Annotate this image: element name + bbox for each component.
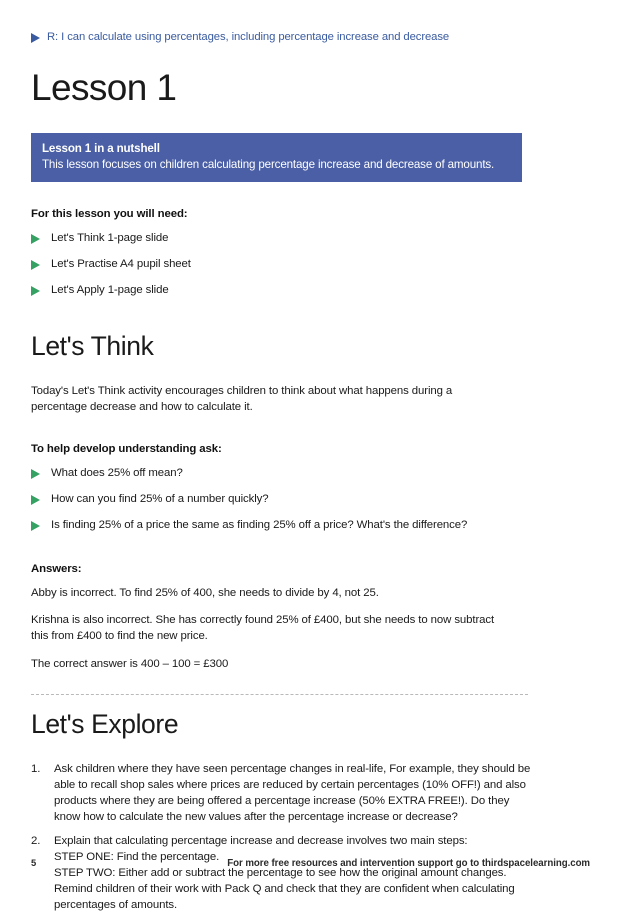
triangle-right-icon — [31, 234, 40, 244]
triangle-right-icon — [31, 260, 40, 270]
learning-objective — [31, 0, 590, 44]
needs-item-label: Let's Practise A4 pupil sheet — [51, 258, 191, 271]
list-item-line: Explain that calculating percentage increase and decrease involves two main steps: — [54, 834, 468, 847]
list-item-line: Ask children where they have seen percentage changes in real-life, For example, they should be able to recall shop sales where prices are reduced by certain percentages (10% OFF!) and also products where they are being offered a percentage increase (50% EXTRA FREE!). Do they know how to calculate the new values after the percentage increase or decrease? — [54, 762, 531, 824]
triangle-right-icon — [31, 469, 40, 479]
list-item-text — [54, 833, 534, 914]
nutshell-body: This lesson focuses on children calculating percentage increase and decrease of amounts. — [42, 157, 495, 171]
question-label: Is finding 25% of a price the same as finding 25% off a price? What's the difference? — [51, 518, 468, 531]
nutshell-banner — [31, 133, 522, 182]
learning-objective-text: R: I can calculate using percentages, including percentage increase and decrease — [47, 31, 450, 43]
answer-paragraph: Krishna is also incorrect. She has correctly found 25% of £400, but she needs to now subtract this from £400 to find the new price. — [31, 614, 495, 643]
list-item-line: STEP TWO: Either add or subtract the percentage to see how the original amount changes. — [54, 866, 507, 879]
list-item-number: 2. — [31, 834, 41, 847]
understanding-ask-label: To help develop understanding ask: — [31, 443, 222, 456]
section-divider — [31, 694, 528, 695]
answer-paragraph: Abby is incorrect. To find 25% of 400, she needs to divide by 4, not 25. — [31, 586, 379, 599]
page-number: 5 — [31, 857, 37, 868]
needs-list — [31, 231, 590, 297]
question-label: What does 25% off mean? — [51, 467, 183, 480]
footer-note — [227, 858, 590, 869]
triangle-right-icon — [31, 286, 40, 296]
section-heading-lets-think: Let's Think — [31, 330, 154, 361]
footer-domain-link[interactable]: thirdspacelearning.com — [481, 858, 590, 869]
page-title: Lesson 1 — [31, 67, 177, 109]
footer-note-prefix: For more free resources and intervention support go to — [227, 858, 482, 869]
understanding-questions-list — [31, 466, 590, 532]
answer-paragraph: The correct answer is 400 – 100 = £300 — [31, 657, 229, 670]
triangle-right-icon — [31, 495, 40, 505]
nutshell-title: Lesson 1 in a nutshell — [42, 142, 160, 156]
triangle-right-icon — [31, 33, 40, 43]
list-item — [31, 492, 590, 507]
list-item-text — [54, 761, 534, 826]
triangle-right-icon — [31, 521, 40, 531]
list-item — [31, 466, 590, 481]
page-footer — [31, 857, 590, 869]
list-item — [31, 518, 590, 533]
list-item-line: Remind children of their work with Pack Q and check that they are confident when calculating percentages of amounts. — [54, 883, 515, 912]
list-item-number: 1. — [31, 762, 41, 775]
section-heading-lets-explore: Let's Explore — [31, 709, 179, 740]
answers-label: Answers: — [31, 562, 82, 575]
question-label: How can you find 25% of a number quickly? — [51, 492, 269, 505]
list-item-line: STEP ONE: Find the percentage. — [54, 850, 220, 863]
needs-item-label: Let's Think 1-page slide — [51, 232, 169, 245]
list-item — [31, 231, 590, 246]
list-item — [31, 833, 590, 914]
needs-item-label: Let's Apply 1-page slide — [51, 284, 169, 297]
list-item — [31, 257, 590, 272]
needs-label: For this lesson you will need: — [31, 208, 188, 221]
list-item — [31, 761, 590, 826]
lets-think-intro: Today's Let's Think activity encourages children to think about what happens during a percentage decrease and how to calculate it. — [31, 384, 453, 413]
list-item — [31, 283, 590, 298]
